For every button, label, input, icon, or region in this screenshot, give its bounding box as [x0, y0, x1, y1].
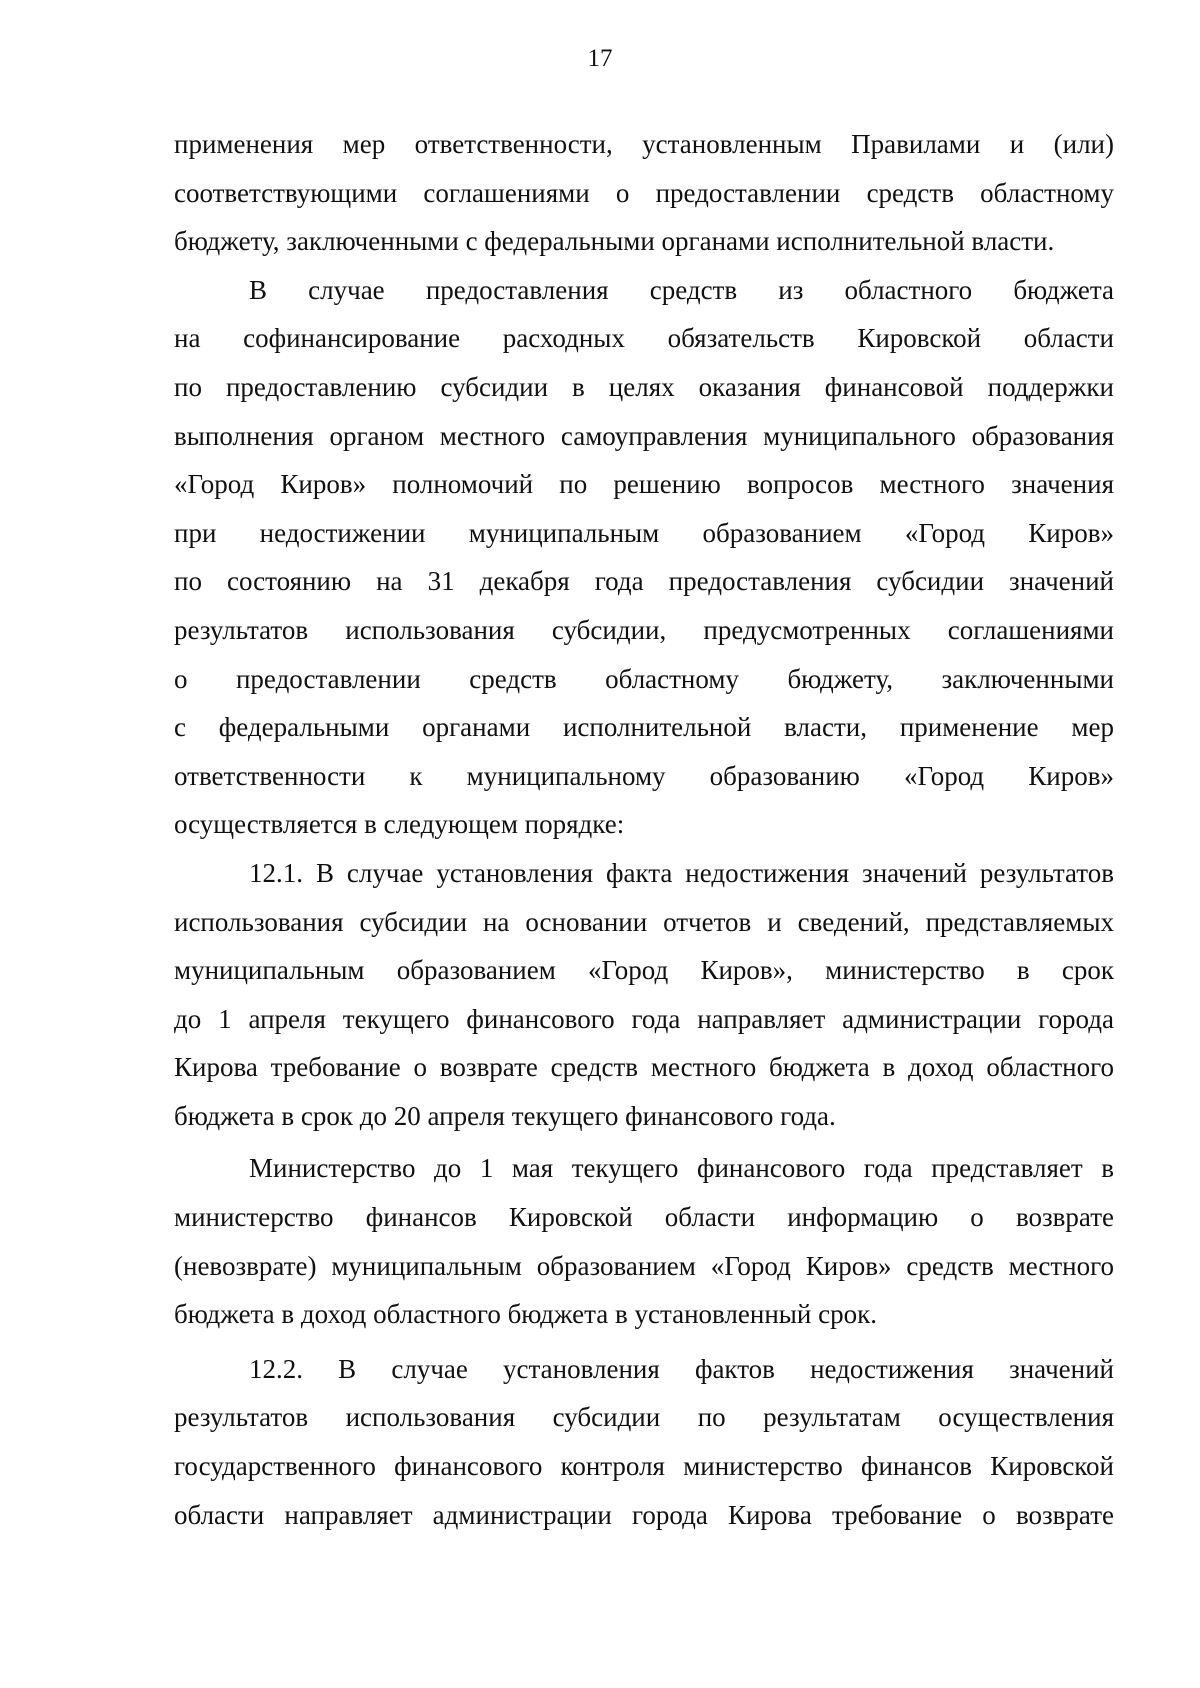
- text-line: области направляет администрации города Кирова требование о возврате: [174, 1499, 1114, 1530]
- text-line: при недостижении муниципальным образованием «Город Киров»: [174, 517, 1114, 548]
- page-number: 17: [587, 45, 613, 72]
- text-line: Министерство до 1 мая текущего финансового года представляет в: [249, 1153, 1114, 1184]
- text-line: бюджету, заключенными с федеральными органами исполнительной власти.: [174, 226, 1055, 257]
- text-line: применения мер ответственности, установленным Правилами и (или): [174, 129, 1114, 159]
- text-line: «Город Киров» полномочий по решению вопросов местного значения: [174, 469, 1114, 500]
- text-line: 12.1. В случае установления факта недостижения значений результатов: [249, 857, 1114, 888]
- text-line: результатов использования субсидии, предусмотренных соглашениями: [174, 614, 1114, 645]
- text-line: муниципальным образованием «Город Киров», министерство в срок: [174, 955, 1114, 986]
- text-line: использования субсидии на основании отчетов и сведений, представляемых: [174, 906, 1114, 937]
- text-line: государственного финансового контроля министерство финансов Кировской: [174, 1451, 1114, 1482]
- text-line: бюджета в доход областного бюджета в установленный срок.: [174, 1299, 877, 1330]
- text-line: ответственности к муниципальному образованию «Город Киров»: [174, 760, 1114, 791]
- text-line: по предоставлению субсидии в целях оказания финансовой поддержки: [174, 371, 1114, 402]
- text-line: Кирова требование о возврате средств местного бюджета в доход областного: [174, 1052, 1114, 1083]
- text-line: до 1 апреля текущего финансового года направляет администрации города: [174, 1003, 1114, 1034]
- text-line: министерство финансов Кировской области информацию о возврате: [174, 1202, 1114, 1233]
- text-line: В случае предоставления средств из областного бюджета: [249, 274, 1114, 305]
- text-line: о предоставлении средств областному бюджету, заключенными: [174, 663, 1114, 694]
- text-line: на софинансирование расходных обязательств Кировской области: [174, 323, 1114, 354]
- text-line: выполнения органом местного самоуправления муниципального образования: [174, 420, 1114, 451]
- text-line: (невозврате) муниципальным образованием «Город Киров» средств местного: [174, 1250, 1114, 1281]
- text-line: бюджета в срок до 20 апреля текущего финансового года.: [174, 1100, 836, 1131]
- text-line: соответствующими соглашениями о предоставлении средств областному: [174, 177, 1114, 208]
- document-body: [174, 120, 1114, 1539]
- text-line: результатов использования субсидии по результатам осуществления: [174, 1402, 1114, 1433]
- text-line: осуществляется в следующем порядке:: [174, 809, 625, 840]
- text-line: с федеральными органами исполнительной власти, применение мер: [174, 712, 1114, 743]
- text-line: по состоянию на 31 декабря года предоставления субсидии значений: [174, 566, 1114, 597]
- text-line: 12.2. В случае установления фактов недостижения значений: [249, 1353, 1114, 1384]
